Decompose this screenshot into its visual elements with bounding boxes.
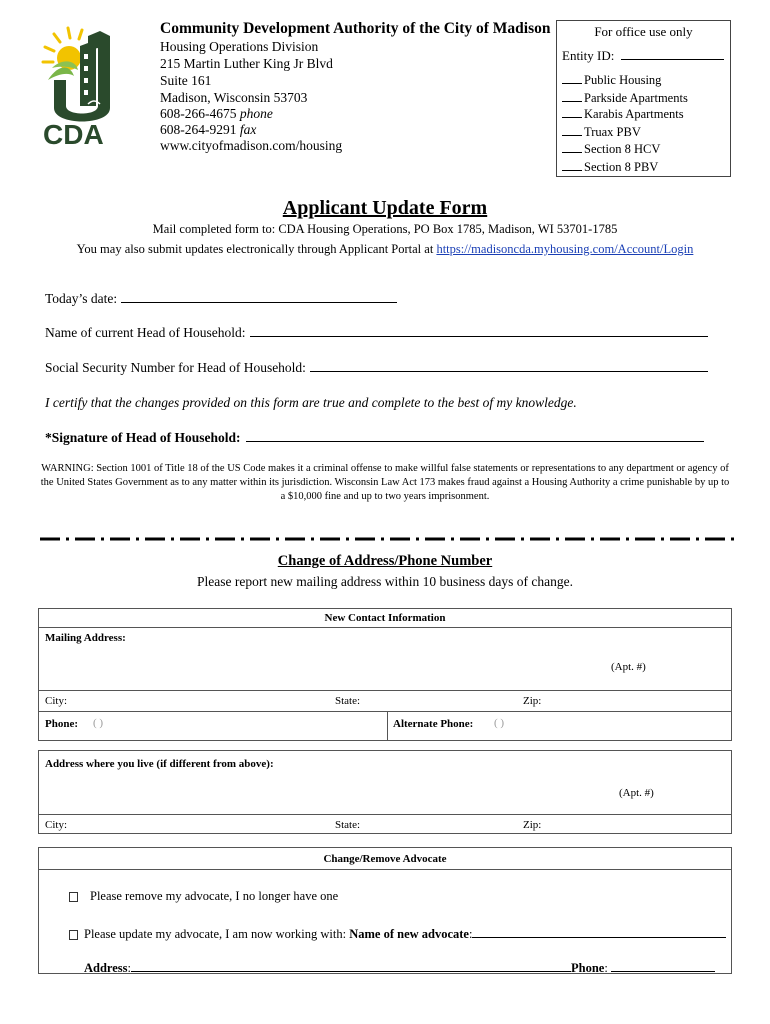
new-advocate-label: Name of new advocate bbox=[349, 927, 469, 941]
new-contact-header: New Contact Information bbox=[39, 609, 731, 628]
program-label: Section 8 HCV bbox=[584, 142, 661, 156]
mail-instructions: Mail completed form to: CDA Housing Operations, PO Box 1785, Madison, WI 53701-1785 bbox=[152, 222, 618, 236]
program-truax-pbv[interactable] bbox=[562, 125, 641, 140]
program-label: Section 8 PBV bbox=[584, 160, 659, 174]
alternate-phone-area-code-field[interactable]: ( ) bbox=[494, 717, 505, 729]
ssn-label: Social Security Number for Head of Household: bbox=[45, 360, 306, 375]
phone-line bbox=[160, 106, 273, 122]
apt-label: (Apt. #) bbox=[611, 661, 646, 673]
remove-advocate-checkbox[interactable] bbox=[69, 892, 78, 902]
program-label: Truax PBV bbox=[584, 125, 641, 139]
address-line-division: Housing Operations Division bbox=[160, 39, 319, 54]
portal-instructions bbox=[0, 242, 770, 257]
entity-id-field[interactable] bbox=[621, 47, 724, 60]
new-advocate-field[interactable] bbox=[472, 925, 726, 938]
program-section8-pbv[interactable] bbox=[562, 160, 658, 175]
todays-date-field[interactable] bbox=[121, 290, 397, 303]
change-address-title: Change of Address/Phone Number bbox=[277, 553, 493, 569]
advocate-phone-field[interactable] bbox=[611, 959, 715, 972]
signature-row bbox=[45, 429, 704, 446]
state-label: State: bbox=[335, 819, 361, 831]
zip-label: Zip: bbox=[523, 819, 542, 831]
org-title: Community Development Authority of the City of Madison bbox=[160, 20, 551, 37]
fax-line bbox=[160, 122, 256, 138]
row-divider bbox=[39, 711, 731, 712]
signature-label: *Signature of Head of Household: bbox=[45, 430, 241, 445]
ssn-field[interactable] bbox=[310, 359, 708, 372]
city-label: City: bbox=[45, 695, 68, 707]
address-line-street: 215 Martin Luther King Jr Blvd bbox=[160, 56, 333, 71]
update-advocate-checkbox[interactable] bbox=[69, 930, 78, 940]
city-label: City: bbox=[45, 819, 68, 831]
advocate-header: Change/Remove Advocate bbox=[39, 848, 731, 870]
state-label: State: bbox=[335, 695, 361, 707]
portal-prefix: You may also submit updates electronically through Applicant Portal at bbox=[76, 242, 437, 256]
program-label: Karabis Apartments bbox=[584, 107, 684, 121]
program-label: Parkside Apartments bbox=[584, 91, 688, 105]
advocate-address-label: Address bbox=[84, 961, 128, 975]
head-name-label: Name of current Head of Household: bbox=[45, 325, 246, 340]
signature-field[interactable] bbox=[246, 429, 704, 442]
todays-date-row bbox=[45, 290, 397, 307]
logo-text: CDA bbox=[43, 119, 104, 148]
advocate-box bbox=[38, 847, 732, 974]
phone-number: 608-266-4675 bbox=[160, 106, 237, 121]
advocate-address-field[interactable] bbox=[131, 959, 571, 972]
warning-text: WARNING: Section 1001 of Title 18 of the US Code makes it a criminal offense to make willful false statements or representations to any department or agency of the United States Government as to any matter within its jurisdiction. Wisconsin Law Act 173 makes fraud against a Housing Authority a crime punishable by up to a $10,000 fine and up to two years imprisonment. bbox=[40, 463, 730, 502]
address-line-city: Madison, Wisconsin 53703 bbox=[160, 90, 308, 105]
update-advocate-option: Please update my advocate, I am now working with: Name of new advocate: bbox=[69, 925, 726, 942]
entity-id-row bbox=[562, 47, 724, 64]
phone-label: phone bbox=[239, 106, 273, 121]
phone-label: Phone: bbox=[45, 718, 78, 730]
remove-advocate-text: Please remove my advocate, I no longer have one bbox=[90, 889, 339, 903]
row-divider bbox=[39, 814, 731, 815]
update-advocate-text: Please update my advocate, I am now working with: bbox=[84, 927, 350, 941]
todays-date-label: Today’s date: bbox=[45, 291, 118, 306]
program-parkside[interactable] bbox=[562, 91, 688, 106]
alternate-phone-label: Alternate Phone: bbox=[393, 718, 474, 730]
fax-number: 608-264-9291 bbox=[160, 122, 237, 137]
row-divider bbox=[39, 690, 731, 691]
phone-area-code-field[interactable]: ( ) bbox=[93, 717, 104, 729]
program-section8-hcv[interactable] bbox=[562, 142, 660, 157]
zip-label: Zip: bbox=[523, 695, 542, 707]
residence-address-box bbox=[38, 750, 732, 834]
office-use-title: For office use only bbox=[594, 24, 693, 39]
fax-label: fax bbox=[239, 122, 257, 137]
program-karabis[interactable] bbox=[562, 107, 684, 122]
cut-line-divider bbox=[40, 537, 735, 541]
certification-text: I certify that the changes provided on this form are true and complete to the best of my knowledge. bbox=[45, 395, 577, 410]
office-use-box bbox=[556, 20, 731, 177]
program-public-housing[interactable] bbox=[562, 73, 661, 88]
website: www.cityofmadison.com/housing bbox=[160, 138, 343, 153]
program-label: Public Housing bbox=[584, 73, 662, 87]
column-divider bbox=[387, 711, 388, 740]
ssn-row bbox=[45, 359, 708, 376]
cda-logo bbox=[40, 20, 130, 148]
advocate-contact-row: Address: Phone: bbox=[84, 959, 715, 976]
mailing-address-label: Mailing Address: bbox=[45, 632, 126, 644]
new-contact-box bbox=[38, 608, 732, 741]
address-line-suite: Suite 161 bbox=[160, 73, 212, 88]
portal-link[interactable]: https://madisoncda.myhousing.com/Account/Login bbox=[436, 242, 694, 256]
entity-id-label: Entity ID: bbox=[562, 48, 615, 63]
form-title: Applicant Update Form bbox=[282, 197, 488, 219]
remove-advocate-option bbox=[69, 889, 338, 904]
change-address-subtitle: Please report new mailing address within 10 business days of change. bbox=[196, 574, 574, 589]
head-name-row bbox=[45, 324, 708, 341]
apt-label: (Apt. #) bbox=[619, 787, 654, 799]
advocate-phone-label: Phone bbox=[571, 961, 605, 975]
residence-address-label: Address where you live (if different from above): bbox=[45, 758, 274, 770]
head-name-field[interactable] bbox=[250, 324, 708, 337]
